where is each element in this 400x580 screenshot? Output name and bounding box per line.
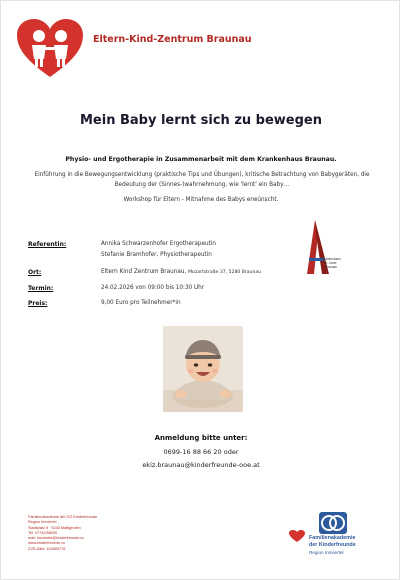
footer-line[interactable]: www.kinderfreunde.cc [28, 541, 66, 546]
hospital-logo-text-3: Braunau [325, 265, 338, 269]
baby-photo [163, 326, 243, 412]
registration-heading: Anmeldung bitte unter: [154, 434, 248, 442]
referentin-value-2: Stefanie Bramhofer, Physiotherapeutin [101, 252, 212, 258]
page-title: Mein Baby lernt sich zu bewegen [79, 113, 322, 128]
termin-label: Termin: [28, 285, 54, 292]
page-subtitle: Physio- und Ergotherapie in Zusammenarbeit mit dem Krankenhaus Braunau. [65, 156, 337, 163]
workshop-note: Workshop für Eltern - Mitnahme des Babys erwünscht. [123, 197, 279, 203]
ort-label: Ort: [28, 269, 42, 276]
referentin-value-1: Annika Schwarzenhofer Ergotherapeutin [101, 241, 217, 247]
description-text: Einführung in die Bewegungsentwicklung (praktische Tips und Übungen), kritische Betrachtung von Babygeräten, die Bedeutung der (Sinnes-)wahrnehmung, wie 'lernt' ein Baby… [34, 172, 370, 188]
termin-value: 24.02.2026 von 09:00 bis 10:30 Uhr [101, 285, 205, 291]
preis-value: 9,00 Euro pro Teilnehmer*in [101, 300, 181, 306]
referentin-label: Referentin: [28, 241, 67, 248]
preis-label: Preis: [28, 300, 48, 307]
footer-logo-line-3: Region Innviertel [309, 550, 344, 555]
footer-line: Tel. 07742/58290 [28, 530, 58, 535]
footer-logo-line-2: der Kinderfreunde [309, 542, 356, 548]
footer-address [28, 515, 97, 552]
footer-line[interactable]: mail: innviertel@kinderfreunde.cc [28, 536, 85, 541]
org-title: Eltern-Kind-Zentrum Braunau [93, 34, 252, 45]
children-heart-logo-icon [17, 19, 83, 79]
footer-line: Familienakademie der OÖ Kinderfreunde [28, 515, 98, 519]
hospital-logo-text-1: Krankenhaus [322, 257, 341, 261]
ort-value [101, 267, 261, 278]
ort-place: Eltern Kind Zentrum Braunau, [101, 269, 187, 275]
registration-phone[interactable]: 0699-16 88 66 20 oder [163, 448, 239, 456]
ort-address: Mozartstraße 37, 5280 Braunau [188, 270, 262, 275]
footer-line: Region Innviertel [28, 520, 57, 525]
footer-line: ZVR-Zahl: 154555776 [28, 546, 66, 551]
hospital-logo-icon [305, 220, 353, 274]
footer-line: Stadtplatz 5 · 5230 Mattighofen [28, 525, 81, 530]
registration-email[interactable]: ekiz.braunau@kinderfreunde-ooe.at [142, 461, 260, 469]
hospital-logo-text-2: St. Josef [324, 261, 337, 265]
footer-logo-line-1: Familienakademie [309, 535, 356, 541]
